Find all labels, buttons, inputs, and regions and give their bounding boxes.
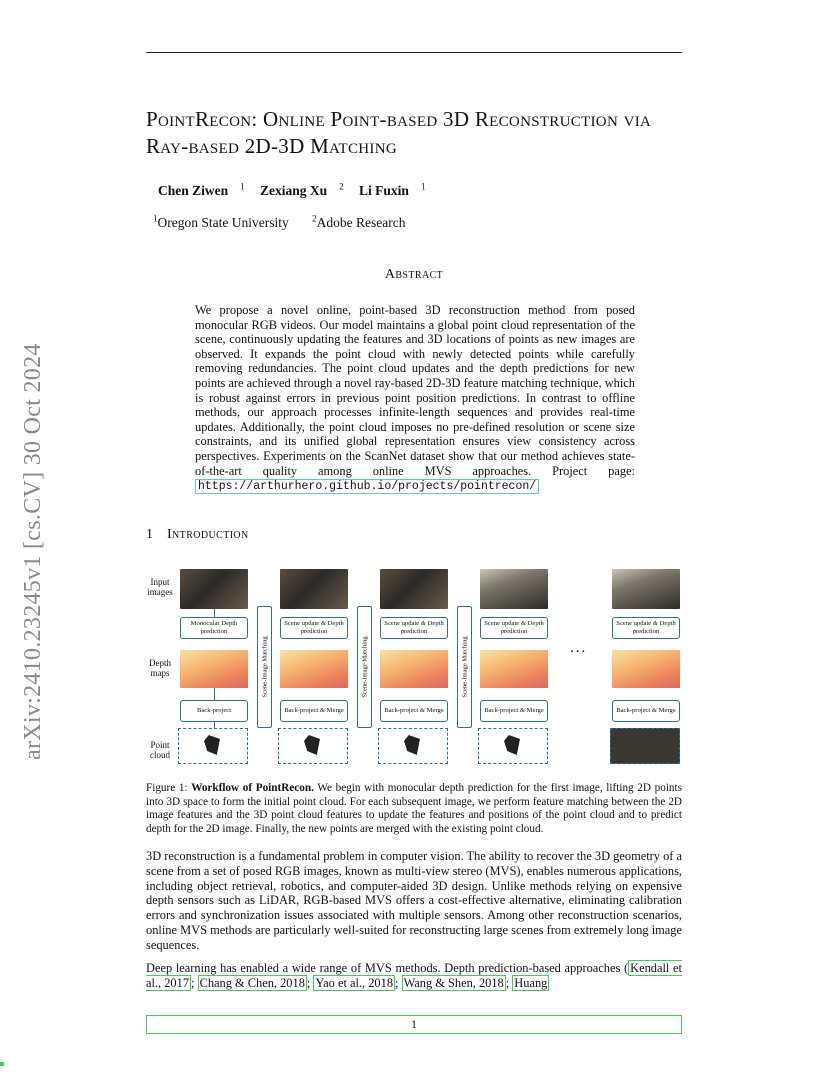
scene-update-box: Scene update & Depth prediction — [380, 617, 448, 639]
input-image — [480, 569, 548, 609]
project-page-link[interactable]: https://arthurhero.github.io/projects/pointrecon/ — [195, 479, 539, 494]
back-project-box: Back-project — [180, 700, 248, 722]
corner-marker — [0, 1062, 4, 1066]
row-label-points: Point cloud — [150, 740, 170, 760]
depth-map — [280, 650, 348, 688]
intro-paragraph-1: 3D reconstruction is a fundamental problem in computer vision. The ability to recover the 3D geometry of a scene from a set of posed RGB images, known as multi-view stereo (MVS), enables numerous applications, including object retrieval, robotics, and computer-aided 3D design. Unlike methods relying on expensive depth sensors such as LiDAR, RGB-based MVS offers a cost-effective alternative, eliminating calibration errors and synchronization issues associated with multiple sensors. Among other reconstruction scenarios, online MVS methods are particularly well-suited for reconstructing large scenes from extremely long image sequences. — [146, 849, 682, 952]
input-image — [380, 569, 448, 609]
matching-box: Scene-Image Matching — [357, 606, 372, 728]
author: Zexiang Xu $^2$ — [260, 181, 344, 198]
arrow-line — [214, 688, 215, 700]
scene-update-box: Scene update & Depth prediction — [612, 617, 680, 639]
point-cloud-shape — [304, 735, 320, 755]
affiliation: $^1$Oregon State University — [153, 213, 289, 230]
depth-map — [480, 650, 548, 688]
citation-link[interactable]: Kendall et al., 2017 — [146, 961, 683, 990]
arxiv-stamp: arXiv:2410.23245v1 [cs.CV] 30 Oct 2024 — [20, 343, 46, 760]
row-label-input: Input images — [147, 577, 173, 597]
citation-link[interactable]: Chang & Chen, 2018 — [199, 975, 305, 990]
point-cloud-shape — [204, 735, 220, 755]
input-image — [180, 569, 248, 609]
input-image — [612, 569, 680, 609]
abstract: We propose a novel online, point-based 3D reconstruction method from posed monocular RGB videos. Our model maintains a global point cloud representation of the scene, continuously updating the features and 3D locations of points as new images are observed. It expands the point cloud with newly detected points while carefully removing redundancies. The point cloud updates and the depth predictions for new points are achieved through a novel ray-based 2D-3D feature matching technique, which is robust against errors in previous point position predictions. In contrast to offline methods, our approach processes infinite-length sequences and provides real-time updates. Additionally, the point cloud imposes no pre-defined resolution or scene size constraints, and its unified global representation ensures view consistency across perspectives. Experiments on the ScanNet dataset show that our method achieves state-of-the-art quality among online MVS approaches. Project page: https://arthurhero.github.io/projects/pointrecon/ — [195, 303, 635, 494]
input-image — [280, 569, 348, 609]
scene-update-box: Scene update & Depth prediction — [280, 617, 348, 639]
citation-link[interactable]: Wang & Shen, 2018 — [403, 975, 504, 990]
author-list — [158, 181, 437, 199]
back-project-merge-box: Back-project & Merge — [280, 700, 348, 722]
abstract-heading: Abstract — [384, 267, 444, 282]
point-cloud — [378, 728, 448, 764]
depth-map — [180, 650, 248, 688]
citation-link[interactable]: Huang — [514, 975, 548, 990]
workflow-figure — [146, 566, 686, 772]
point-cloud — [610, 728, 680, 764]
point-cloud — [178, 728, 248, 764]
point-cloud-shape — [504, 735, 520, 755]
scene-update-box: Scene update & Depth prediction — [480, 617, 548, 639]
figure-caption: Figure 1: Workflow of PointRecon. We begin with monocular depth prediction for the first image, lifting 2D points into 3D space to form the initial point cloud. For each subsequent image, we perform feature matching between the 2D image features and the 3D point cloud features to update the features and positions of the point cloud and to predict depth for the 2D image. Finally, the new points are merged with the existing point cloud. — [146, 782, 682, 835]
author: Chen Ziwen $^1$ — [158, 181, 245, 198]
point-cloud — [278, 728, 348, 764]
citation-link[interactable]: Yao et al., 2018 — [315, 975, 394, 990]
author: Li Fuxin $^1$ — [359, 181, 426, 198]
back-project-merge-box: Back-project & Merge — [612, 700, 680, 722]
depth-map — [612, 650, 680, 688]
matching-box: Scene-Image Matching — [457, 606, 472, 728]
monocular-box: Monocular Depth prediction — [180, 617, 248, 639]
intro-paragraph-2: Deep learning has enabled a wide range of MVS methods. Depth prediction-based approaches ( Kendall et al., 2017 ; Chang & Chen, 2018 ; Yao et al., 2018 ; Wang & Shen, 2018 ; Huang — [146, 961, 683, 990]
affiliation-list — [153, 213, 425, 231]
page-number-box — [146, 1015, 682, 1034]
back-project-merge-box: Back-project & Merge — [480, 700, 548, 722]
affiliation: $^2$Adobe Research — [312, 213, 406, 230]
page-number: 1 — [411, 1017, 417, 1031]
back-project-merge-box: Back-project & Merge — [380, 700, 448, 722]
section-heading: 1 Introduction — [146, 527, 249, 542]
matching-box: Scene-Image Matching — [257, 606, 272, 728]
point-cloud — [478, 728, 548, 764]
row-label-depth: Depth maps — [149, 658, 171, 678]
ellipsis: ... — [570, 640, 588, 656]
arrow-line — [214, 609, 215, 617]
top-rule — [146, 52, 682, 53]
point-cloud-shape — [404, 735, 420, 755]
depth-map — [380, 650, 448, 688]
paper-title: PointRecon: Online Point-based 3D Reconstruction via Ray-based 2D-3D Matching — [146, 107, 652, 158]
